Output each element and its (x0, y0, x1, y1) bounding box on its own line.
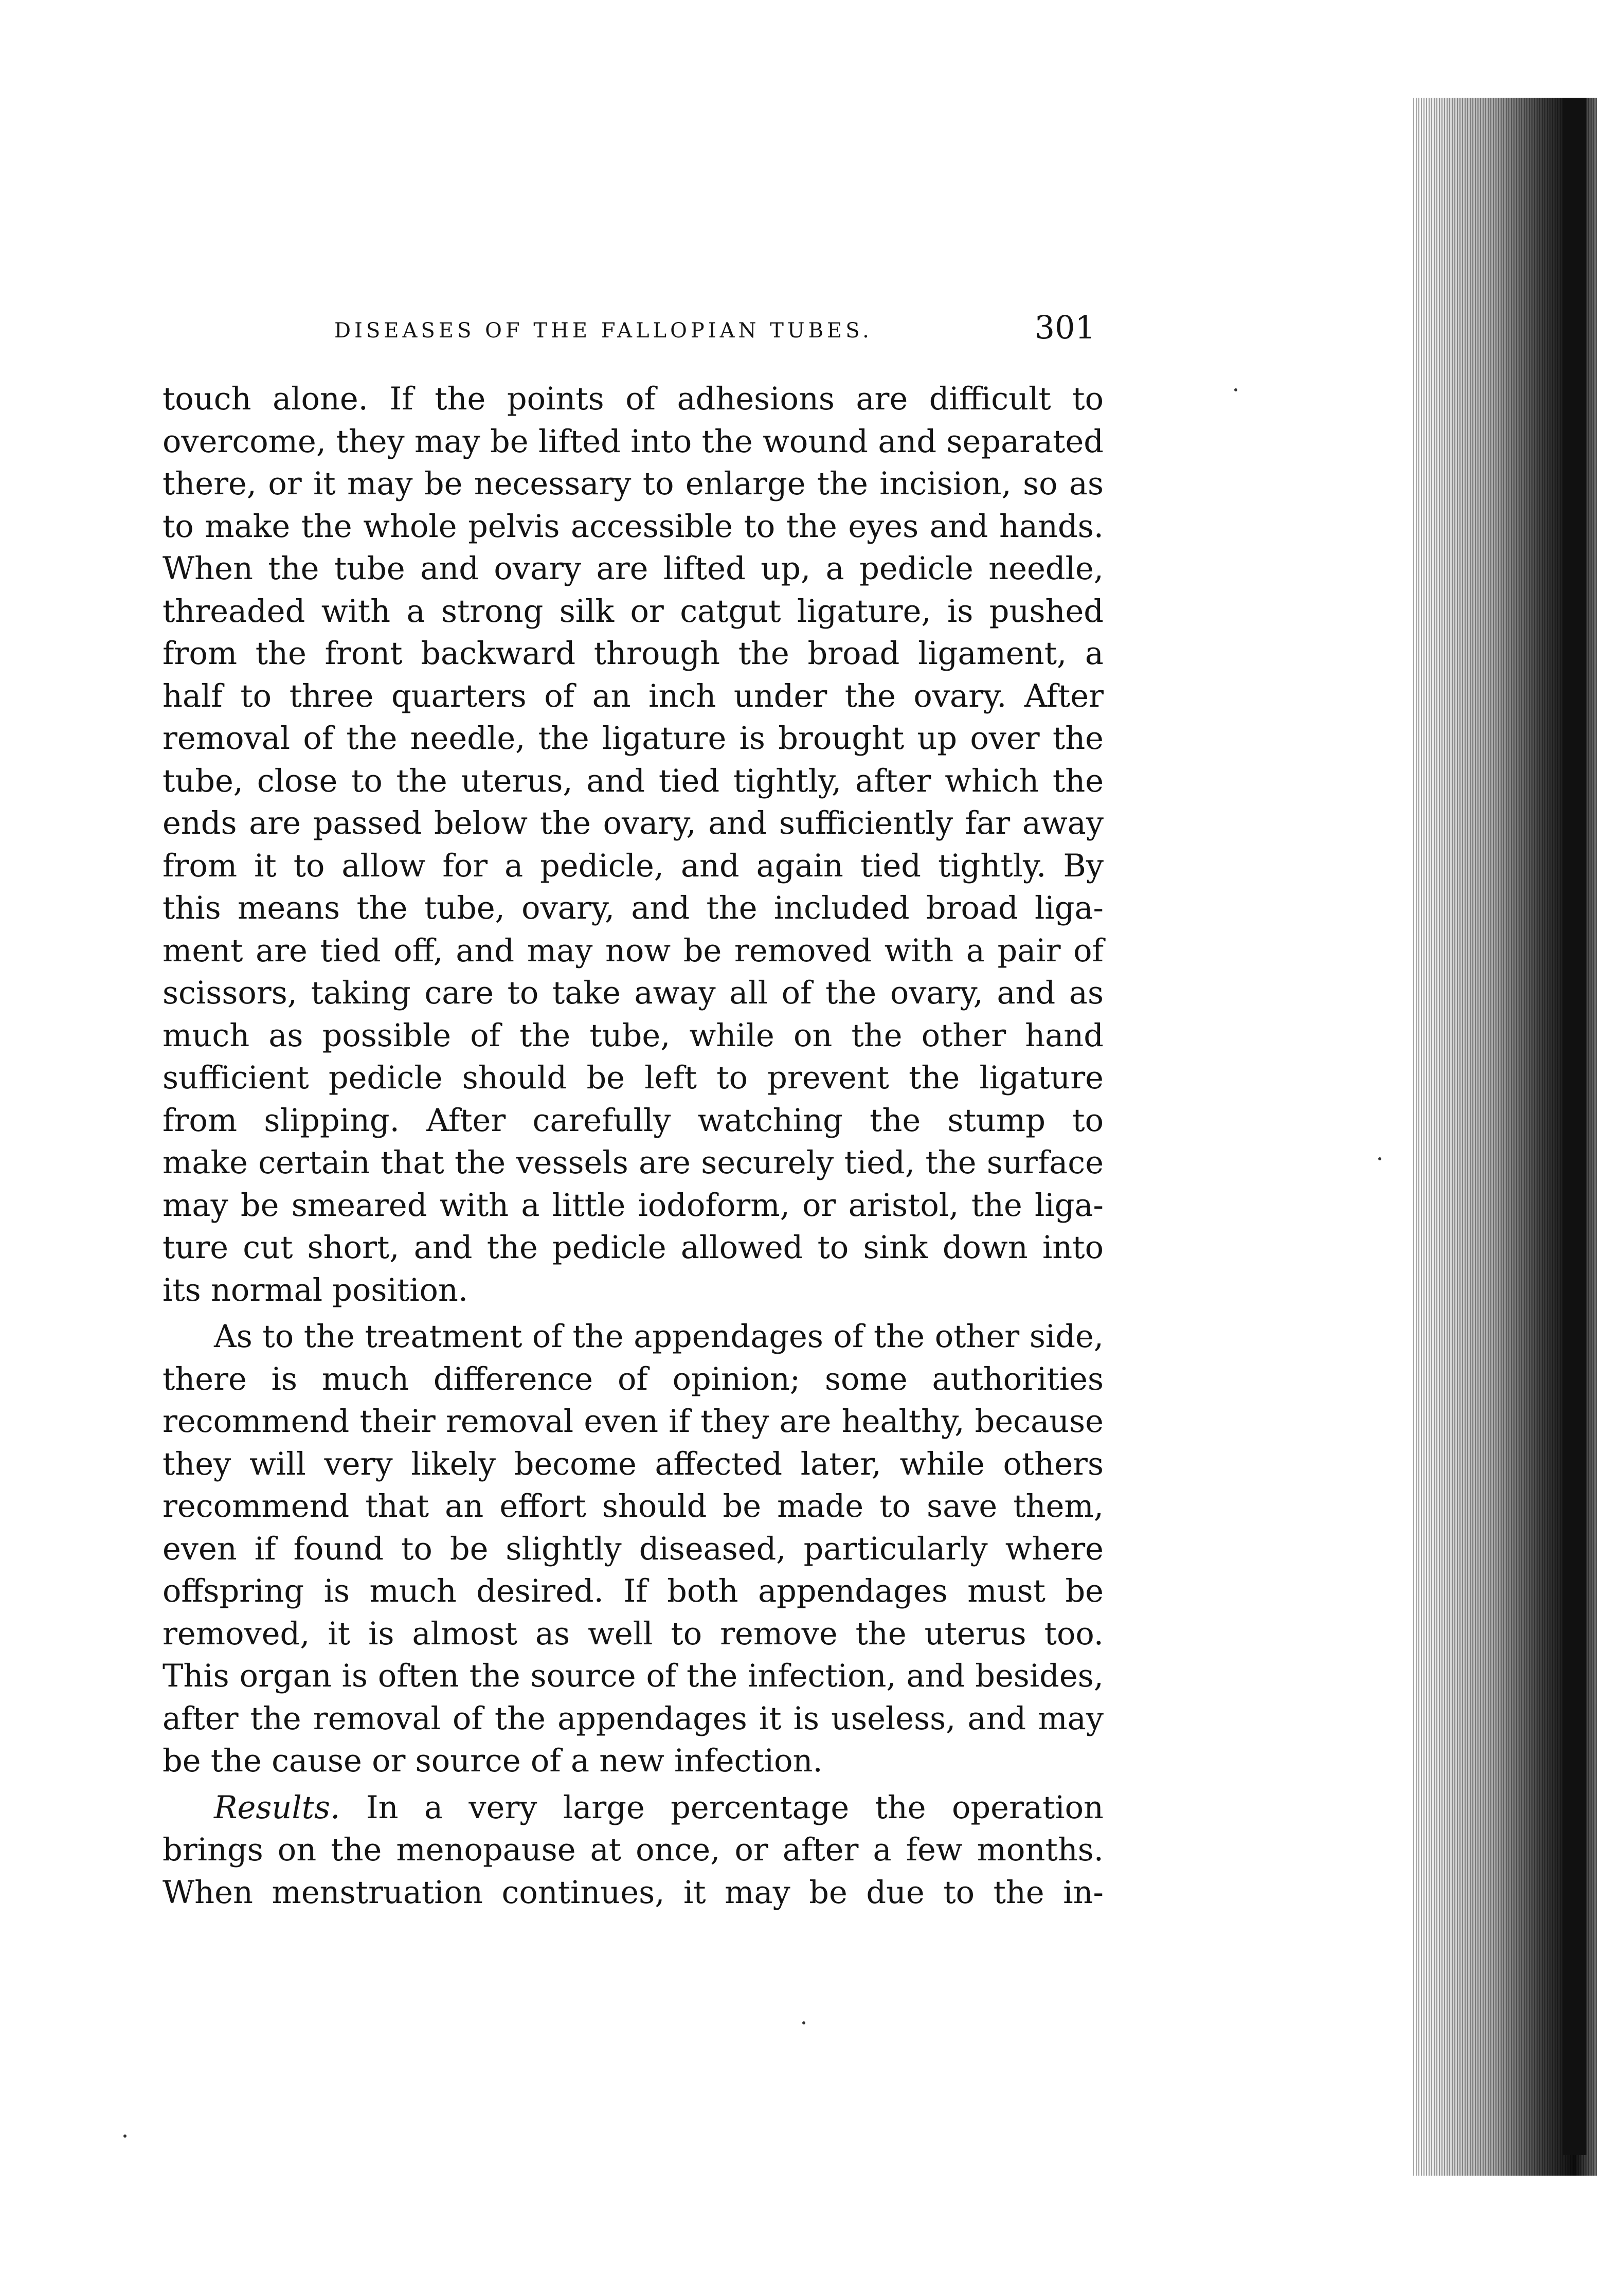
text-line: from the front backward through the broad ligament, a (163, 636, 1104, 672)
text-line: they will very likely become affected later, while others (163, 1446, 1104, 1482)
running-head (334, 309, 1095, 355)
text-line: recommend their removal even if they are healthy, because (163, 1404, 1104, 1440)
text-line: brings on the menopause at once, or after a few months. (163, 1832, 1104, 1868)
text-run: In a very large percentage the operation (366, 1789, 1104, 1826)
text-line: from it to allow for a pedicle, and again tied tightly. By (163, 848, 1104, 884)
text-line: ture cut short, and the pedicle allowed to sink down into (163, 1230, 1104, 1266)
scan-speck (1234, 388, 1237, 391)
text-line: touch alone. If the points of adhesions are difficult to (163, 381, 1104, 417)
scan-speck (123, 2134, 127, 2138)
text-line: after the removal of the appendages it is useless, and may (163, 1700, 1104, 1737)
page-number: 301 (1034, 309, 1095, 346)
text-line: removed, it is almost as well to remove the uterus too. (163, 1616, 1104, 1652)
text-line: half to three quarters of an inch under the ovary. After (163, 678, 1104, 714)
text-line: sufficient pedicle should be left to prevent the ligature (163, 1060, 1104, 1096)
paragraph-first-line: As to the treatment of the appendages of the other side, (214, 1319, 1104, 1355)
text-line: When menstruation continues, it may be due to the in- (163, 1874, 1104, 1911)
text-line: to make the whole pelvis accessible to the eyes and hands. (163, 508, 1104, 545)
body-text (163, 378, 1104, 1914)
text-line: removal of the needle, the ligature is brought up over the (163, 721, 1104, 757)
text-line: this means the tube, ovary, and the included broad liga- (163, 890, 1104, 926)
paragraph-first-line (163, 1787, 1104, 1829)
text-line: much as possible of the tube, while on the other hand (163, 1017, 1104, 1054)
text-line: offspring is much desired. If both appendages must be (163, 1573, 1104, 1609)
text-line: This organ is often the source of the infection, and besides, (163, 1658, 1104, 1694)
text-line: there is much difference of opinion; some authorities (163, 1361, 1104, 1397)
binding-edge (1563, 98, 1586, 2155)
section-run-in-heading: Results. (214, 1789, 340, 1826)
text-line: scissors, taking care to take away all of the ovary, and as (163, 975, 1104, 1011)
running-title: DISEASES OF THE FALLOPIAN TUBES. (334, 319, 873, 343)
scan-speck (802, 2021, 805, 2024)
text-line: ment are tied off, and may now be removed with a pair of (163, 932, 1104, 969)
text-line: make certain that the vessels are securely tied, the surface (163, 1145, 1104, 1181)
text-line: tube, close to the uterus, and tied tightly, after which the (163, 763, 1104, 799)
text-line: may be smeared with a little iodoform, or aristol, the liga- (163, 1187, 1104, 1224)
text-line: threaded with a strong silk or catgut ligature, is pushed (163, 593, 1104, 630)
text-line: overcome, they may be lifted into the wound and separated (163, 423, 1104, 460)
text-line: even if found to be slightly diseased, particularly where (163, 1531, 1104, 1567)
text-line: from slipping. After carefully watching the stump to (163, 1102, 1104, 1139)
text-line: there, or it may be necessary to enlarge the incision, so as (163, 466, 1104, 502)
text-line: its normal position. (163, 1272, 468, 1308)
text-line: ends are passed below the ovary, and sufficiently far away (163, 805, 1104, 841)
text-line: be the cause or source of a new infection. (163, 1743, 823, 1779)
text-line: recommend that an effort should be made to save them, (163, 1488, 1104, 1524)
scan-speck (1378, 1157, 1381, 1160)
text-line: When the tube and ovary are lifted up, a pedicle needle, (163, 551, 1104, 587)
